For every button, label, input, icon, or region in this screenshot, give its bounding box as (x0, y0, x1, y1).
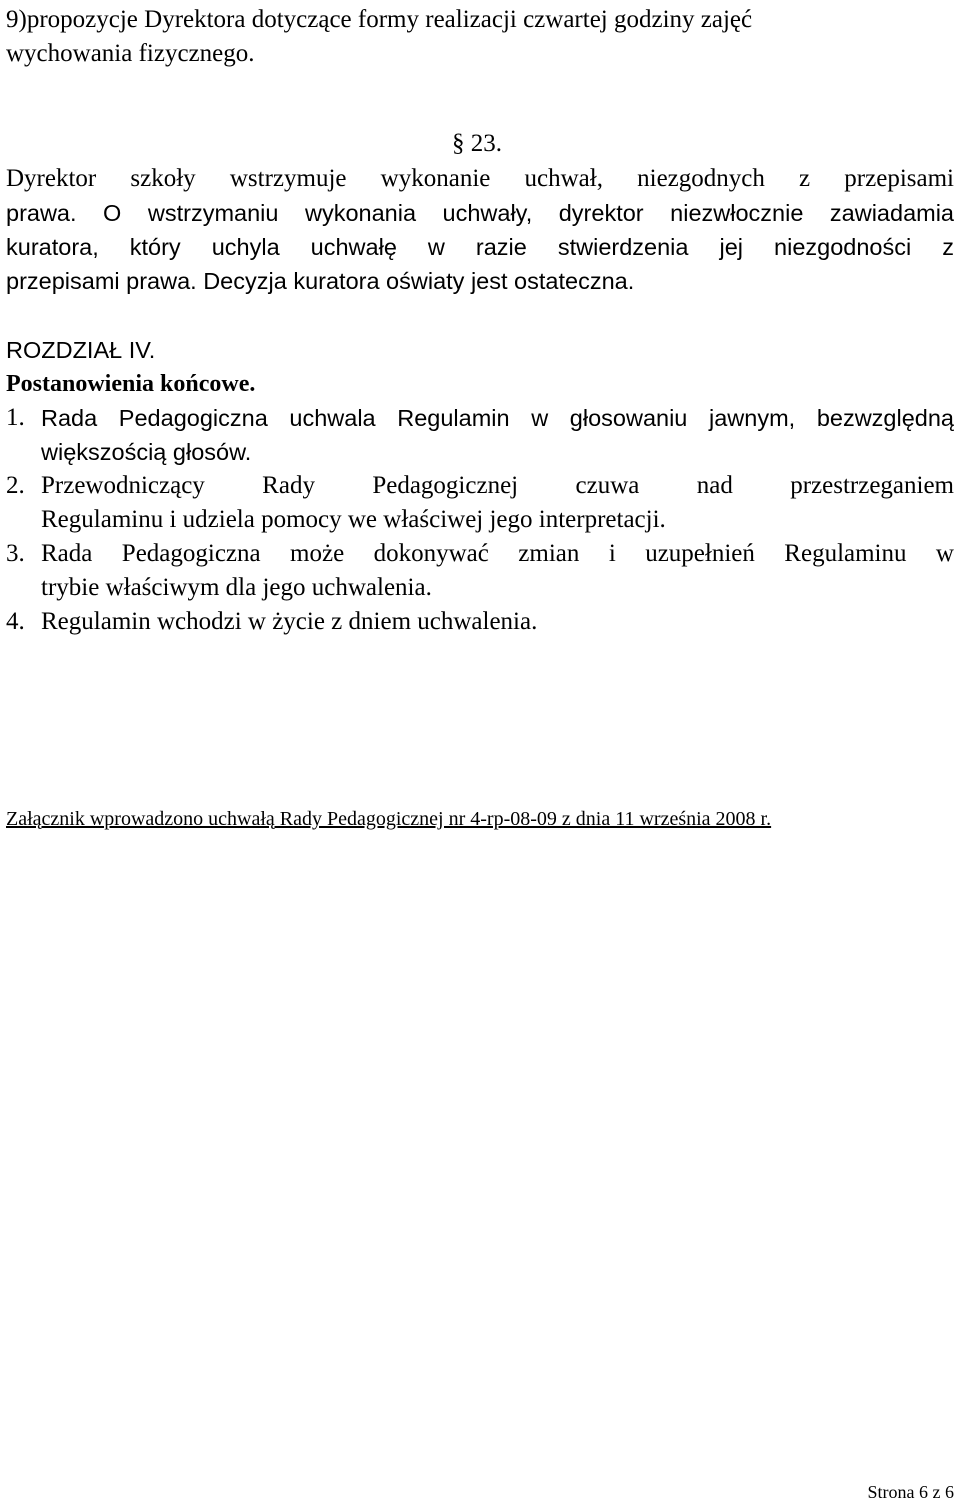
list-item-number: 3. (6, 540, 25, 567)
section-para-line-4: przepisami prawa. Decyzja kuratora oświaty jest ostateczna. (6, 268, 635, 294)
section-number: § 23. (452, 130, 502, 157)
list-item-line: Rada Pedagogiczna uchwala Regulamin w głosowaniu jawnym, bezwzględną (41, 405, 954, 431)
list-item-number: 4. (6, 608, 25, 635)
section-para-line-2: prawa. O wstrzymaniu wykonania uchwały, dyrektor niezwłocznie zawiadamia (6, 200, 954, 226)
section-para-line-1: Dyrektor szkoły wstrzymuje wykonanie uchwał, niezgodnych z przepisami (6, 165, 954, 192)
intro-line-1: 9)propozycje Dyrektora dotyczące formy realizacji czwartej godziny zajęć (6, 6, 753, 33)
page-number: Strona 6 z 6 (867, 1482, 954, 1502)
attachment-note: Załącznik wprowadzono uchwałą Rady Pedagogicznej nr 4-rp-08-09 z dnia 11 września 2008 r. (6, 808, 772, 830)
section-para-line-3: kuratora, który uchyla uchwałę w razie stwierdzenia jej niezgodności z (6, 234, 954, 260)
list-item-line: Rada Pedagogiczna może dokonywać zmian i uzupełnień Regulaminu w (41, 540, 954, 567)
list-item-line: Przewodniczący Rady Pedagogicznej czuwa nad przestrzeganiem (41, 472, 954, 499)
list-item-line: trybie właściwym dla jego uchwalenia. (41, 574, 432, 601)
chapter-subtitle: Postanowienia końcowe. (6, 371, 256, 397)
intro-line-2: wychowania fizycznego. (6, 40, 255, 67)
list-item-line: Regulaminu i udziela pomocy we właściwej jego interpretacji. (41, 506, 666, 533)
list-item-number: 2. (6, 472, 25, 499)
list-item-line: Regulamin wchodzi w życie z dniem uchwalenia. (41, 608, 538, 635)
chapter-title: ROZDZIAŁ IV. (6, 337, 156, 363)
list-item-number: 1. (6, 404, 25, 431)
list-item-line: większością głosów. (41, 439, 252, 465)
